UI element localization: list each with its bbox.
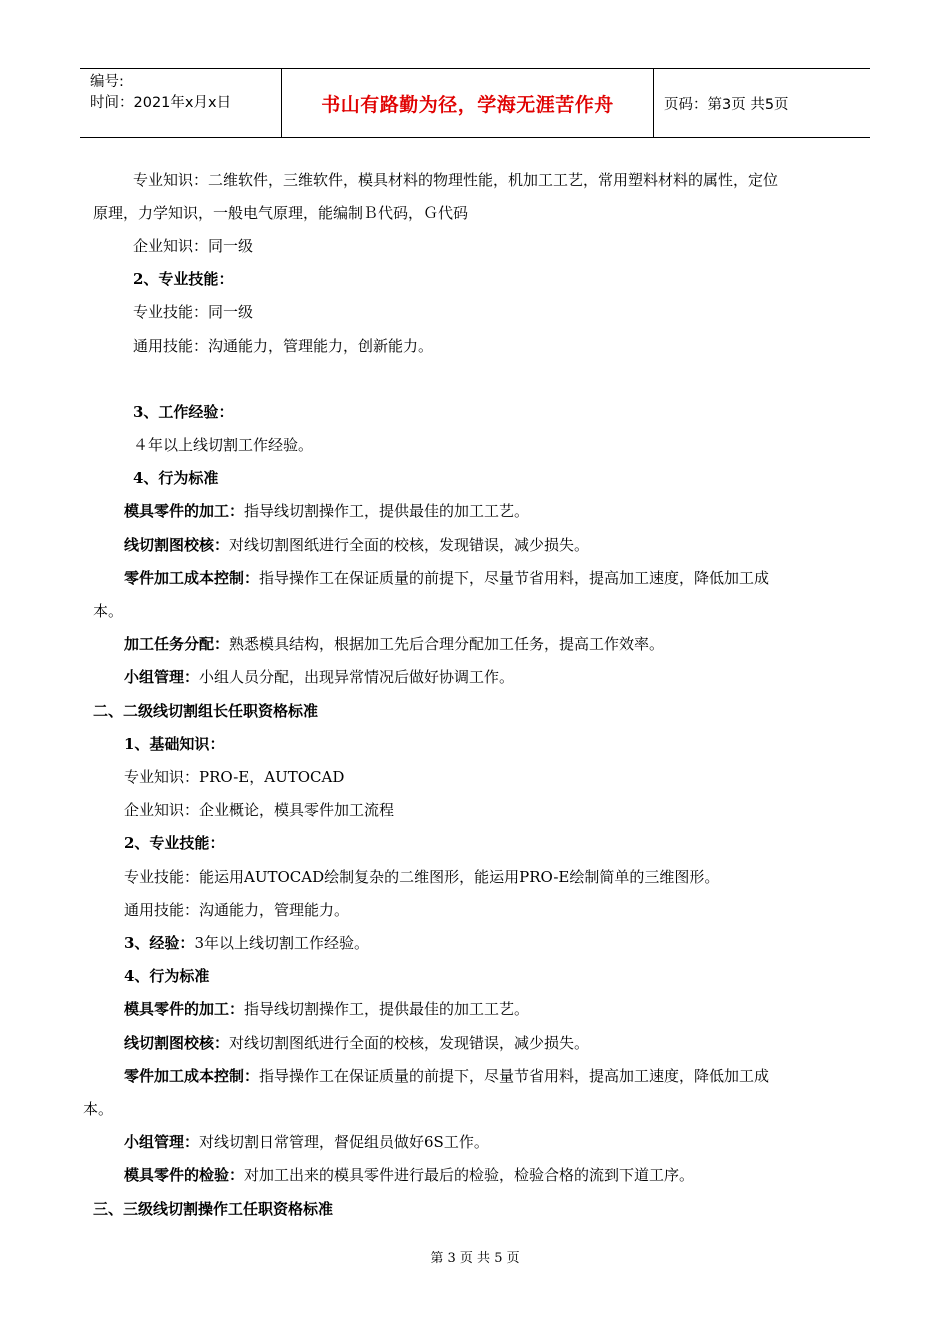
section-subheading: 4、行为标准 — [133, 469, 219, 487]
paragraph-line: 原理，力学知识，一般电气原理，能编制Ｂ代码，Ｇ代码 — [93, 204, 469, 222]
term-label: 小组管理： — [124, 1133, 200, 1151]
document-number-label: 编号: — [90, 74, 124, 90]
term-label: 线切割图校核： — [124, 536, 230, 554]
paragraph-line: 专业技能：同一级 — [133, 303, 254, 321]
term-text: 指导线切割操作工，提供最佳的加工工艺。 — [244, 1000, 530, 1018]
section-heading: 三、三级线切割操作工任职资格标准 — [93, 1200, 334, 1218]
paragraph-line: 本。 — [83, 1100, 114, 1118]
paragraph-line: 本。 — [93, 602, 124, 620]
term-label: 3、经验： — [124, 934, 195, 952]
paragraph-line — [124, 999, 529, 1019]
paragraph-line: 专业知识：PRO-E，AUTOCAD — [124, 768, 345, 786]
paragraph-line: 通用技能：沟通能力，管理能力，创新能力。 — [133, 337, 434, 355]
paragraph-line: 专业技能：能运用AUTOCAD绘制复杂的二维图形，能运用PRO-E绘制简单的三维图形。 — [124, 868, 720, 886]
term-label: 模具零件的加工： — [124, 502, 245, 520]
term-text: 熟悉模具结构，根据加工先后合理分配加工任务，提高工作效率。 — [229, 635, 665, 653]
paragraph-line — [124, 1165, 694, 1185]
paragraph-line — [124, 634, 664, 654]
paragraph-line — [124, 933, 369, 953]
term-label: 模具零件的检验： — [124, 1166, 245, 1184]
paragraph-line — [124, 501, 529, 521]
term-label: 加工任务分配： — [124, 635, 230, 653]
section-subheading: 2、专业技能： — [133, 270, 234, 288]
term-text: 对线切割图纸进行全面的校核，发现错误，减少损失。 — [229, 1034, 590, 1052]
section-subheading: 3、工作经验： — [133, 403, 234, 421]
section-subheading: 2、专业技能： — [124, 834, 225, 852]
paragraph-line — [124, 535, 589, 555]
paragraph-line: ４年以上线切割工作经验。 — [133, 436, 314, 454]
paragraph-line: 通用技能：沟通能力，管理能力。 — [124, 901, 350, 919]
term-text: 3年以上线切割工作经验。 — [194, 934, 369, 952]
term-text: 指导线切割操作工，提供最佳的加工工艺。 — [244, 502, 530, 520]
paragraph-line — [124, 1033, 589, 1053]
term-label: 小组管理： — [124, 668, 200, 686]
paragraph-line — [124, 1066, 769, 1086]
paragraph-line: 专业知识：二维软件，三维软件，模具材料的物理性能，机加工工艺，常用塑料材料的属性，定位 — [133, 171, 779, 189]
term-label: 模具零件的加工： — [124, 1000, 245, 1018]
term-text: 对线切割日常管理，督促组员做好6S工作。 — [199, 1133, 489, 1151]
paragraph-line: 企业知识：企业概论，模具零件加工流程 — [124, 801, 395, 819]
term-text: 指导操作工在保证质量的前提下，尽量节省用料，提高加工速度，降低加工成 — [259, 1067, 770, 1085]
section-heading: 二、二级线切割组长任职资格标准 — [93, 702, 319, 720]
document-time-label: 时间：2021年x月x日 — [90, 95, 232, 111]
paragraph-line — [124, 667, 514, 687]
term-text: 对加工出来的模具零件进行最后的检验，检验合格的流到下道工序。 — [244, 1166, 695, 1184]
section-subheading: 4、行为标准 — [124, 967, 210, 985]
paragraph-line — [124, 1132, 489, 1152]
header-page-info: 页码：第3页 共5页 — [664, 96, 789, 113]
term-text: 小组人员分配，出现异常情况后做好协调工作。 — [199, 668, 515, 686]
section-subheading: 1、基础知识： — [124, 735, 225, 753]
paragraph-line: 企业知识：同一级 — [133, 237, 254, 255]
term-text: 对线切割图纸进行全面的校核，发现错误，减少损失。 — [229, 536, 590, 554]
page-header — [80, 68, 870, 138]
paragraph-line — [124, 568, 769, 588]
term-text: 指导操作工在保证质量的前提下，尽量节省用料，提高加工速度，降低加工成 — [259, 569, 770, 587]
term-label: 零件加工成本控制： — [124, 569, 260, 587]
header-meta — [80, 69, 282, 137]
header-motto: 书山有路勤为径，学海无涯苦作舟 — [282, 69, 654, 137]
page-footer: 第 3 页 共 5 页 — [430, 1251, 520, 1266]
term-label: 零件加工成本控制： — [124, 1067, 260, 1085]
term-label: 线切割图校核： — [124, 1034, 230, 1052]
